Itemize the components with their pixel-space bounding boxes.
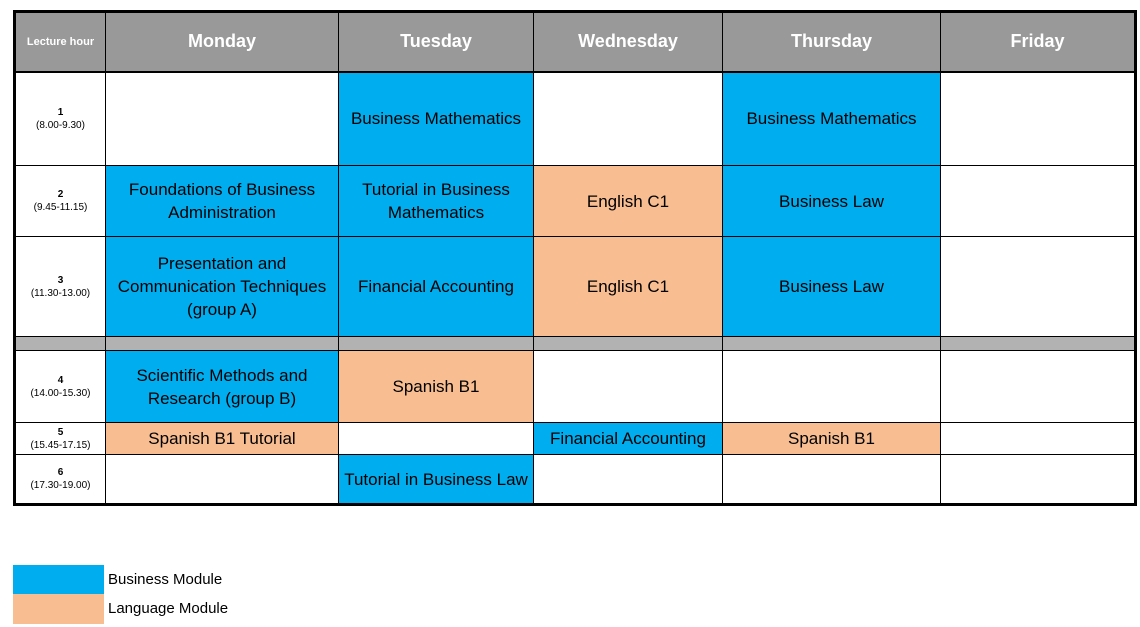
day-header-thursday: Thursday (723, 12, 941, 72)
hour-number: 3 (57, 274, 64, 286)
slot-4-monday: Scientific Methods and Research (group B) (106, 351, 339, 423)
break-cell (106, 337, 339, 351)
break-cell (339, 337, 534, 351)
hour-time: (17.30-19.00) (30, 480, 91, 491)
hour-time: (14.00-15.30) (30, 387, 91, 399)
hour-number: 2 (57, 189, 64, 200)
slot-4-friday (941, 351, 1136, 423)
slot-1-wednesday (534, 72, 723, 166)
hour-number: 1 (57, 106, 64, 118)
slot-5-monday: Spanish B1 Tutorial (106, 423, 339, 455)
hour-row-6 (15, 455, 1136, 505)
slot-6-monday (106, 455, 339, 505)
hour-time: (11.30-13.00) (30, 287, 91, 299)
break-cell (941, 337, 1136, 351)
slot-3-monday: Presentation and Communication Techniques (group A) (106, 237, 339, 337)
slot-5-tuesday (339, 423, 534, 455)
slot-1-friday (941, 72, 1136, 166)
slot-3-tuesday: Financial Accounting (339, 237, 534, 337)
slot-5-friday (941, 423, 1136, 455)
hour-row-5 (15, 423, 1136, 455)
header-row (15, 12, 1136, 72)
hour-time: (8.00-9.30) (36, 119, 85, 131)
timetable (13, 10, 1137, 506)
legend-business-label: Business Module (108, 571, 223, 588)
language-swatch (13, 594, 104, 624)
slot-6-friday (941, 455, 1136, 505)
hour-time: (9.45-11.15) (33, 202, 88, 213)
lecture-hour-header: Lecture hour (15, 12, 106, 72)
hour-number: 6 (57, 467, 64, 478)
hour-cell-4 (15, 351, 106, 423)
slot-2-wednesday: English C1 (534, 166, 723, 237)
slot-4-tuesday: Spanish B1 (339, 351, 534, 423)
hour-row-2 (15, 166, 1136, 237)
slot-6-tuesday: Tutorial in Business Law (339, 455, 534, 505)
hour-cell-2 (15, 166, 106, 237)
slot-3-friday (941, 237, 1136, 337)
hour-cell-3 (15, 237, 106, 337)
slot-5-wednesday: Financial Accounting (534, 423, 723, 455)
day-header-tuesday: Tuesday (339, 12, 534, 72)
slot-3-wednesday: English C1 (534, 237, 723, 337)
day-header-monday: Monday (106, 12, 339, 72)
day-header-friday: Friday (941, 12, 1136, 72)
hour-row-1 (15, 72, 1136, 166)
slot-4-wednesday (534, 351, 723, 423)
slot-1-thursday: Business Mathematics (723, 72, 941, 166)
slot-3-thursday: Business Law (723, 237, 941, 337)
hour-cell-1 (15, 72, 106, 166)
hour-time: (15.45-17.15) (30, 439, 91, 451)
slot-1-monday (106, 72, 339, 166)
hour-row-3 (15, 237, 1136, 337)
slot-2-friday (941, 166, 1136, 237)
slot-2-monday: Foundations of Business Administration (106, 166, 339, 237)
slot-2-thursday: Business Law (723, 166, 941, 237)
hour-number: 5 (57, 426, 64, 438)
slot-1-tuesday: Business Mathematics (339, 72, 534, 166)
break-cell (534, 337, 723, 351)
slot-4-thursday (723, 351, 941, 423)
break-cell (723, 337, 941, 351)
hour-number: 4 (57, 374, 64, 386)
day-header-wednesday: Wednesday (534, 12, 723, 72)
hour-cell-6 (15, 455, 106, 505)
legend-language-label: Language Module (108, 600, 229, 617)
hour-cell-5 (15, 423, 106, 455)
hour-row-4 (15, 351, 1136, 423)
lunch-break-row (15, 337, 1136, 351)
break-cell (15, 337, 106, 351)
business-swatch (13, 565, 104, 595)
slot-2-tuesday: Tutorial in Business Mathematics (339, 166, 534, 237)
slot-5-thursday: Spanish B1 (723, 423, 941, 455)
slot-6-thursday (723, 455, 941, 505)
slot-6-wednesday (534, 455, 723, 505)
